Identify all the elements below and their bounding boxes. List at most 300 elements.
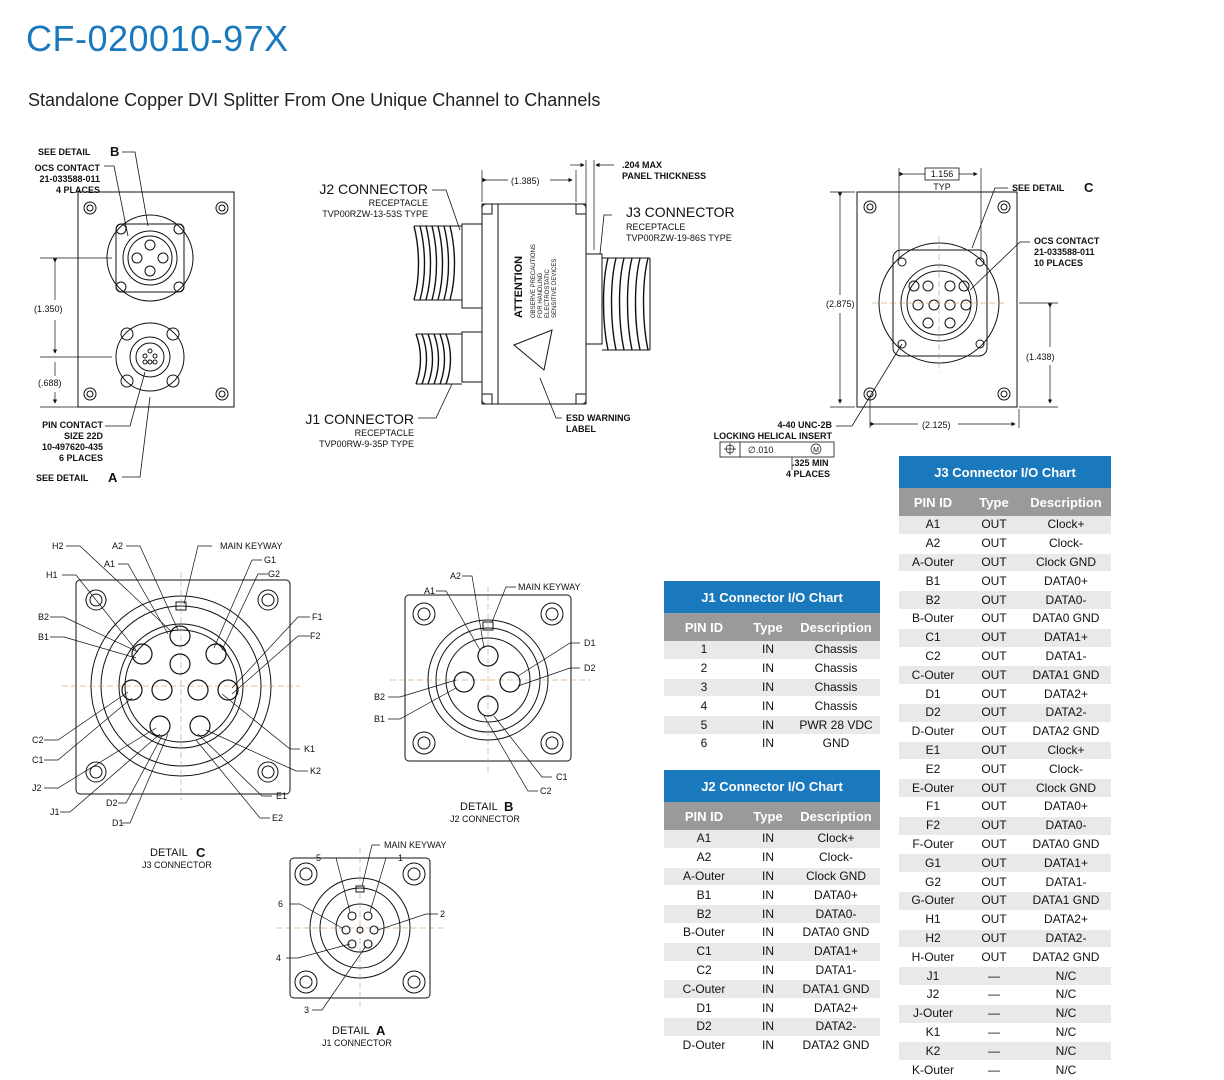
detail-b-letter: B [504, 799, 514, 814]
table-row [664, 923, 880, 942]
type-cell: OUT [967, 703, 1021, 722]
table-row [899, 628, 1111, 647]
description-cell: Clock GND [1021, 553, 1111, 572]
description-cell: Clock- [792, 848, 880, 867]
description-cell: DATA1- [1021, 873, 1111, 892]
see-detail-c-label: SEE DETAIL [1012, 183, 1065, 193]
type-cell: IN [744, 678, 792, 697]
table-row [664, 848, 880, 867]
pin-id-cell: F1 [899, 797, 967, 816]
j1-io-chart [664, 581, 880, 754]
see-detail-a-label: SEE DETAIL [36, 473, 89, 483]
type-cell: IN [744, 697, 792, 716]
type-cell: OUT [967, 741, 1021, 760]
type-cell: OUT [967, 591, 1021, 610]
pin-id-cell: 2 [664, 659, 744, 678]
description-cell: DATA0- [1021, 591, 1111, 610]
description-cell: DATA2+ [1021, 910, 1111, 929]
description-cell: Chassis [792, 697, 880, 716]
table-row [899, 835, 1111, 854]
j2-connector-label: J2 CONNECTOR [319, 181, 428, 197]
detail-a-connector: J1 CONNECTOR [322, 1038, 392, 1048]
j1-chart-title: J1 Connector I/O Chart [664, 581, 880, 613]
j2-chart-title: J2 Connector I/O Chart [664, 770, 880, 802]
table-row [664, 942, 880, 961]
pin-id-cell: A2 [899, 534, 967, 553]
type-cell: OUT [967, 948, 1021, 967]
table-row [664, 659, 880, 678]
table-row [664, 980, 880, 999]
description-cell: Clock- [1021, 760, 1111, 779]
type-cell: IN [744, 830, 792, 848]
attention-line-1: OBSERVE PRECAUTIONS [531, 244, 537, 318]
description-cell: N/C [1021, 967, 1111, 986]
pin-label: F1 [312, 612, 323, 622]
col-type: Type [744, 613, 792, 641]
j2-type-label: TVP00RZW-13-53S TYPE [322, 209, 428, 219]
pin-id-cell: C2 [664, 961, 744, 980]
panel-thickness-value: .204 MAX [622, 160, 663, 170]
col-pin-id: PIN ID [664, 613, 744, 641]
description-cell: Clock GND [1021, 779, 1111, 798]
pin-id-cell: 1 [664, 641, 744, 659]
j3-io-chart [899, 456, 1111, 1080]
j1-type-label: TVP00RW-9-35P TYPE [319, 439, 414, 449]
col-description: Description [792, 613, 880, 641]
table-row [899, 873, 1111, 892]
detail-a-labels [276, 840, 447, 1048]
pin-id-cell: A2 [664, 848, 744, 867]
description-cell: N/C [1021, 1042, 1111, 1061]
table-row [899, 948, 1111, 967]
pin-id-cell: 6 [664, 734, 744, 753]
pin-label: C2 [32, 735, 44, 745]
dim-1385: (1.385) [511, 176, 540, 186]
table-row [664, 905, 880, 924]
pin-label: D1 [584, 638, 596, 648]
pin-label: D2 [106, 798, 118, 808]
tolerance-modifier: M [813, 447, 819, 454]
ocs-contact-qty: 4 PLACES [55, 185, 100, 195]
svg-text:ATTENTION: ATTENTION [513, 255, 525, 318]
pin-label: H1 [46, 570, 58, 580]
pin-label: K2 [310, 766, 322, 776]
table-row [899, 891, 1111, 910]
pin-label: K1 [304, 744, 316, 754]
min-depth-qty: 4 PLACES [786, 469, 831, 479]
type-cell: IN [744, 641, 792, 659]
min-depth-label: .325 MIN [792, 458, 829, 468]
description-cell: Clock+ [1021, 741, 1111, 760]
type-cell: IN [744, 942, 792, 961]
description-cell: Chassis [792, 641, 880, 659]
front-view-labels [34, 144, 119, 485]
description-cell: DATA2 GND [1021, 722, 1111, 741]
description-cell: DATA1- [1021, 647, 1111, 666]
col-type: Type [744, 802, 792, 830]
table-row [899, 854, 1111, 873]
description-cell: DATA2+ [792, 999, 880, 1018]
pin-label: B2 [38, 612, 50, 622]
pin-label: A1 [104, 559, 116, 569]
pin-label: 5 [316, 853, 322, 863]
pin-id-cell: H1 [899, 910, 967, 929]
panel-thickness-label: PANEL THICKNESS [622, 171, 707, 181]
pin-label: A2 [450, 571, 462, 581]
type-cell: IN [744, 716, 792, 735]
table-row [664, 961, 880, 980]
insert-type-label: LOCKING HELICAL INSERT [713, 431, 832, 441]
j2-receptacle-label: RECEPTACLE [368, 198, 428, 208]
table-row [899, 929, 1111, 948]
type-cell: OUT [967, 516, 1021, 534]
table-row [664, 697, 880, 716]
detail-a-drawing [276, 845, 446, 1010]
pin-id-cell: J1 [899, 967, 967, 986]
pin-label: 4 [276, 953, 282, 963]
description-cell: DATA2- [1021, 929, 1111, 948]
pin-label: A1 [424, 586, 436, 596]
pin-label: B1 [38, 632, 50, 642]
pin-id-cell: D1 [664, 999, 744, 1018]
type-cell: — [967, 967, 1021, 986]
detail-letter-b: B [110, 144, 120, 159]
pin-id-cell: D2 [899, 703, 967, 722]
table-row [899, 534, 1111, 553]
type-cell: — [967, 1023, 1021, 1042]
table-row [899, 647, 1111, 666]
pin-id-cell: B-Outer [899, 609, 967, 628]
dim-1156: 1.156 [930, 169, 954, 179]
pin-id-cell: J2 [899, 985, 967, 1004]
pin-id-cell: A-Outer [664, 867, 744, 886]
pin-label: D1 [112, 818, 124, 828]
description-cell: DATA1 GND [1021, 666, 1111, 685]
table-row [664, 830, 880, 848]
insert-thread-label: 4-40 UNC-2B [777, 420, 832, 430]
description-cell: Chassis [792, 659, 880, 678]
pin-id-cell: A-Outer [899, 553, 967, 572]
dim-2875: (2.875) [826, 299, 855, 309]
ocs-contact-part: 21-033588-011 [39, 174, 100, 184]
detail-c-title: DETAIL [150, 847, 188, 859]
detail-letter-a: A [108, 470, 118, 485]
table-row [899, 910, 1111, 929]
pin-label: 6 [278, 899, 284, 909]
pin-id-cell: B1 [664, 886, 744, 905]
description-cell: Clock GND [792, 867, 880, 886]
detail-b-connector: J2 CONNECTOR [450, 814, 520, 824]
attention-line-3: ELECTROSTATIC [545, 269, 551, 318]
type-cell: OUT [967, 835, 1021, 854]
description-cell: DATA1 GND [792, 980, 880, 999]
pin-id-cell: D2 [664, 1017, 744, 1036]
pin-label: 2 [440, 909, 446, 919]
table-row [664, 734, 880, 753]
type-cell: — [967, 1061, 1021, 1080]
pin-id-cell: C-Outer [899, 666, 967, 685]
type-cell: — [967, 1004, 1021, 1023]
pin-id-cell: 4 [664, 697, 744, 716]
table-row [664, 1017, 880, 1036]
pin-label: 3 [304, 1005, 310, 1015]
col-pin-id: PIN ID [899, 488, 967, 516]
detail-b-keyway: MAIN KEYWAY [518, 582, 581, 592]
pin-label: C1 [556, 772, 568, 782]
type-cell: OUT [967, 647, 1021, 666]
pin-id-cell: D-Outer [899, 722, 967, 741]
type-cell: IN [744, 734, 792, 753]
pin-id-cell: K1 [899, 1023, 967, 1042]
table-row [899, 1042, 1111, 1061]
pin-id-cell: 5 [664, 716, 744, 735]
type-cell: OUT [967, 854, 1021, 873]
pin-id-cell: K2 [899, 1042, 967, 1061]
pin-label: G2 [268, 569, 281, 579]
detail-c-letter: C [196, 845, 206, 860]
type-cell: OUT [967, 572, 1021, 591]
pin-label: D2 [584, 663, 596, 673]
pin-id-cell: 3 [664, 678, 744, 697]
pin-label: F2 [310, 631, 321, 641]
type-cell: OUT [967, 797, 1021, 816]
description-cell: DATA0- [792, 905, 880, 924]
pin-id-cell: G2 [899, 873, 967, 892]
type-cell: IN [744, 848, 792, 867]
pin-label: 1 [398, 853, 404, 863]
pin-id-cell: H-Outer [899, 948, 967, 967]
type-cell: IN [744, 1036, 792, 1055]
pin-id-cell: H2 [899, 929, 967, 948]
pin-id-cell: J-Outer [899, 1004, 967, 1023]
table-row [664, 678, 880, 697]
pin-id-cell: D-Outer [664, 1036, 744, 1055]
type-cell: OUT [967, 722, 1021, 741]
type-cell: OUT [967, 666, 1021, 685]
table-row [899, 553, 1111, 572]
type-cell: IN [744, 999, 792, 1018]
table-row [899, 609, 1111, 628]
description-cell: N/C [1021, 1023, 1111, 1042]
ocs-contact-right-qty: 10 PLACES [1034, 258, 1084, 268]
j3-receptacle-label: RECEPTACLE [626, 222, 686, 232]
description-cell: DATA2- [792, 1017, 880, 1036]
table-row [899, 797, 1111, 816]
table-row [664, 716, 880, 735]
tolerance-value: ∅.010 [748, 445, 774, 455]
description-cell: DATA1+ [1021, 854, 1111, 873]
description-cell: Chassis [792, 678, 880, 697]
col-pin-id: PIN ID [664, 802, 744, 830]
description-cell: N/C [1021, 1004, 1111, 1023]
detail-c-drawing [44, 546, 310, 823]
type-cell: IN [744, 659, 792, 678]
j2-io-chart [664, 770, 880, 1056]
col-description: Description [792, 802, 880, 830]
pin-label: J2 [32, 783, 42, 793]
rear-view [720, 168, 1058, 470]
type-cell: OUT [967, 816, 1021, 835]
pin-id-cell: E1 [899, 741, 967, 760]
pin-contact-part: 10-497620-435 [41, 442, 103, 452]
pin-label: G1 [264, 555, 277, 565]
type-cell: — [967, 1042, 1021, 1061]
type-cell: IN [744, 980, 792, 999]
type-cell: IN [744, 867, 792, 886]
table-row [899, 685, 1111, 704]
pin-id-cell: C1 [899, 628, 967, 647]
j1-receptacle-label: RECEPTACLE [354, 428, 414, 438]
pin-label: C2 [540, 786, 552, 796]
type-cell: OUT [967, 553, 1021, 572]
pin-id-cell: G-Outer [899, 891, 967, 910]
detail-letter-c: C [1084, 180, 1094, 195]
page-subtitle: Standalone Copper DVI Splitter From One Unique Channel to Channels [28, 90, 601, 110]
pin-id-cell: C-Outer [664, 980, 744, 999]
type-cell: OUT [967, 910, 1021, 929]
type-cell: OUT [967, 891, 1021, 910]
pin-id-cell: C2 [899, 647, 967, 666]
detail-a-keyway: MAIN KEYWAY [384, 840, 447, 850]
description-cell: DATA0+ [792, 886, 880, 905]
pin-contact-size: SIZE 22D [63, 431, 103, 441]
type-cell: OUT [967, 609, 1021, 628]
ocs-contact-right-label: OCS CONTACT [1034, 236, 1100, 246]
ocs-contact-label: OCS CONTACT [34, 163, 100, 173]
type-cell: OUT [967, 534, 1021, 553]
table-row [899, 967, 1111, 986]
table-row [899, 816, 1111, 835]
pin-label: B1 [374, 714, 386, 724]
pin-id-cell: B2 [899, 591, 967, 610]
description-cell: Clock+ [792, 830, 880, 848]
type-cell: IN [744, 1017, 792, 1036]
description-cell: GND [792, 734, 880, 753]
description-cell: DATA0 GND [1021, 835, 1111, 854]
type-cell: IN [744, 961, 792, 980]
pin-label: J1 [50, 807, 60, 817]
table-row [899, 722, 1111, 741]
j3-connector-label: J3 CONNECTOR [626, 204, 735, 220]
col-description: Description [1021, 488, 1111, 516]
description-cell: DATA2 GND [792, 1036, 880, 1055]
pin-id-cell: C1 [664, 942, 744, 961]
pin-id-cell: K-Outer [899, 1061, 967, 1080]
type-cell: IN [744, 923, 792, 942]
table-row [899, 1061, 1111, 1080]
side-view-labels [305, 160, 734, 449]
type-cell: OUT [967, 873, 1021, 892]
ocs-contact-right-part: 21-033588-011 [1034, 247, 1095, 257]
table-row [899, 666, 1111, 685]
pin-id-cell: B1 [899, 572, 967, 591]
detail-b-drawing [388, 576, 590, 791]
dim-688: (.688) [38, 378, 62, 388]
table-row [899, 591, 1111, 610]
detail-a-title: DETAIL [332, 1025, 370, 1037]
attention-line-4: SENSITIVE DEVICES [552, 258, 558, 318]
see-detail-b-label: SEE DETAIL [38, 147, 91, 157]
description-cell: Clock+ [1021, 516, 1111, 534]
detail-b-title: DETAIL [460, 801, 498, 813]
description-cell: N/C [1021, 1061, 1111, 1080]
page-title: CF-020010-97X [26, 18, 289, 59]
pin-id-cell: G1 [899, 854, 967, 873]
table-row [664, 867, 880, 886]
table-row [899, 760, 1111, 779]
pin-label: E2 [272, 813, 284, 823]
detail-c-keyway: MAIN KEYWAY [220, 541, 283, 551]
pin-label: C1 [32, 755, 44, 765]
type-cell: IN [744, 886, 792, 905]
j1-connector-label: J1 CONNECTOR [305, 411, 414, 427]
description-cell: DATA2 GND [1021, 948, 1111, 967]
j3-type-label: TVP00RZW-19-86S TYPE [626, 233, 732, 243]
type-cell: OUT [967, 685, 1021, 704]
description-cell: DATA1- [792, 961, 880, 980]
col-type: Type [967, 488, 1021, 516]
pin-id-cell: D1 [899, 685, 967, 704]
table-row [664, 1036, 880, 1055]
description-cell: Clock- [1021, 534, 1111, 553]
esd-warning-label: ESD WARNING [566, 413, 631, 423]
description-cell: DATA0- [1021, 816, 1111, 835]
pin-label: E1 [276, 791, 288, 801]
dim-1350: (1.350) [34, 304, 63, 314]
description-cell: DATA0+ [1021, 572, 1111, 591]
table-row [899, 741, 1111, 760]
pin-contact-qty: 6 PLACES [58, 453, 103, 463]
j3-chart-title: J3 Connector I/O Chart [899, 456, 1111, 488]
description-cell: DATA0 GND [792, 923, 880, 942]
detail-c-connector: J3 CONNECTOR [142, 860, 212, 870]
dim-typ: TYP [933, 182, 951, 192]
description-cell: DATA1 GND [1021, 891, 1111, 910]
pin-id-cell: E2 [899, 760, 967, 779]
description-cell: DATA1+ [792, 942, 880, 961]
type-cell: OUT [967, 929, 1021, 948]
pin-label: H2 [52, 541, 64, 551]
table-row [899, 779, 1111, 798]
pin-id-cell: A1 [899, 516, 967, 534]
esd-attention-label [513, 256, 525, 318]
description-cell: DATA0 GND [1021, 609, 1111, 628]
pin-id-cell: F-Outer [899, 835, 967, 854]
pin-label: A2 [112, 541, 124, 551]
table-row [899, 572, 1111, 591]
pin-label: B2 [374, 692, 386, 702]
pin-id-cell: A1 [664, 830, 744, 848]
type-cell: OUT [967, 779, 1021, 798]
description-cell: DATA2+ [1021, 685, 1111, 704]
description-cell: N/C [1021, 985, 1111, 1004]
description-cell: PWR 28 VDC [792, 716, 880, 735]
type-cell: OUT [967, 628, 1021, 647]
description-cell: DATA0+ [1021, 797, 1111, 816]
pin-contact-label: PIN CONTACT [42, 420, 103, 430]
table-row [899, 516, 1111, 534]
pin-id-cell: B2 [664, 905, 744, 924]
table-row [899, 1004, 1111, 1023]
table-row [664, 886, 880, 905]
table-row [899, 1023, 1111, 1042]
dim-2125: (2.125) [922, 420, 951, 430]
table-row [664, 999, 880, 1018]
attention-line-2: FOR HANDLING [538, 272, 544, 318]
description-cell: DATA1+ [1021, 628, 1111, 647]
type-cell: IN [744, 905, 792, 924]
pin-id-cell: E-Outer [899, 779, 967, 798]
